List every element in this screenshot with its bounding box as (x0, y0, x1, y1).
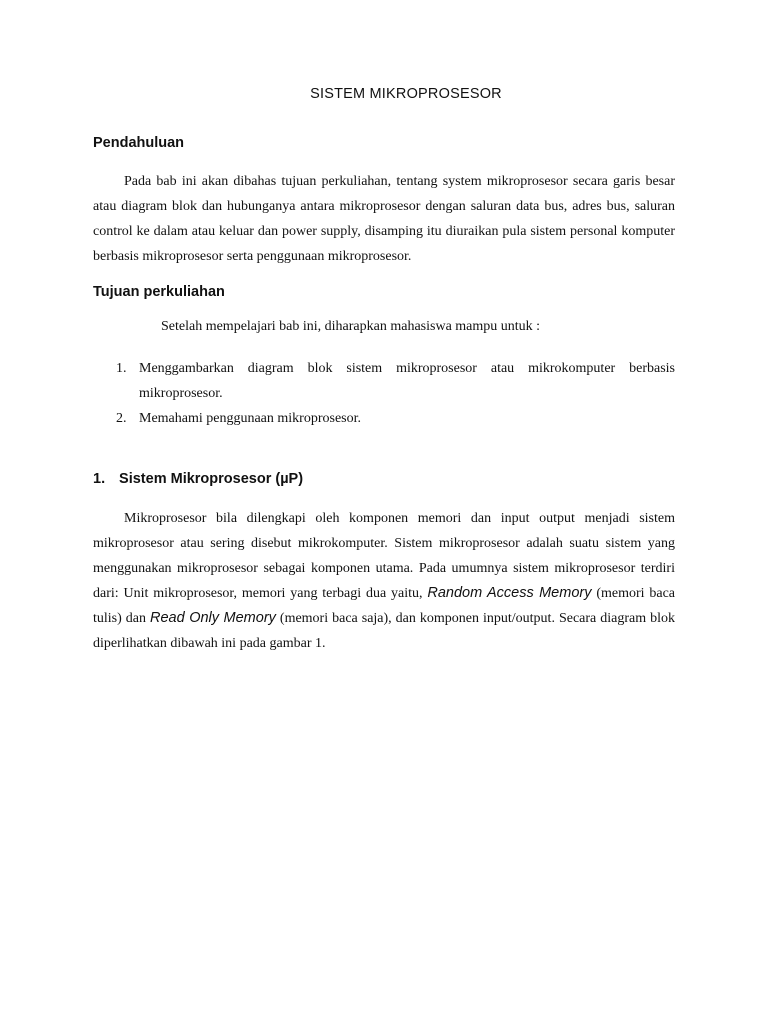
objective-item (116, 406, 675, 431)
term-rom: Read Only Memory (150, 610, 276, 626)
term-ram: Random Access Memory (427, 585, 592, 601)
objective-item (116, 356, 675, 406)
section-heading-pendahuluan: Pendahuluan (93, 135, 185, 151)
section-title: Sistem Mikroprosesor (µP) (119, 471, 304, 487)
document-title: SISTEM MIKROPROSESOR (310, 86, 502, 102)
tujuan-lead-text: Setelah mempelajari bab ini, diharapkan mahasiswa mampu untuk : (161, 319, 541, 334)
section-number: 1. (93, 471, 106, 487)
section-heading-tujuan: Tujuan perkuliahan (93, 284, 225, 300)
section-heading-sistem-mikroprosesor (93, 471, 303, 487)
sistem-paragraph (93, 506, 675, 656)
sistem-text-part1: Mikroprosesor bila dilengkapi oleh komponen memori dan input output menjadi sistem mikroprosesor atau sering disebut mikrokomputer. Sistem mikroprosesor adalah suatu sistem yang menggunakan mikroprosesor sebagai komponen utama. Pada umumnya sistem mikroprosesor terdiri dari: Unit mikroprosesor, memori yang terbagi dua yaitu, (93, 511, 675, 601)
objectives-list (116, 356, 675, 431)
sistem-text-part3: (memori baca saja), dan komponen input/output. Secara diagram blok diperlihatkan dibawah ini pada gambar 1. (93, 611, 676, 651)
sistem-text-part2: (memori baca tulis) dan (93, 586, 675, 626)
objective-number: 1. (116, 361, 127, 376)
pendahuluan-paragraph: Pada bab ini akan dibahas tujuan perkuliahan, tentang system mikroprosesor secara garis besar atau diagram blok dan hubunganya antara mikroprosesor dengan saluran data bus, adres bus, saluran control ke dalam atau keluar dan power supply, disamping itu diuraikan pula sistem personal komputer berbasis mikroprosesor serta penggunaan mikroprosesor. (93, 174, 675, 264)
objective-text: Menggambarkan diagram blok sistem mikroprosesor atau mikrokomputer berbasis mikroprosesor. (139, 361, 675, 401)
objective-text: Memahami penggunaan mikroprosesor. (139, 411, 362, 426)
objective-number: 2. (116, 411, 127, 426)
